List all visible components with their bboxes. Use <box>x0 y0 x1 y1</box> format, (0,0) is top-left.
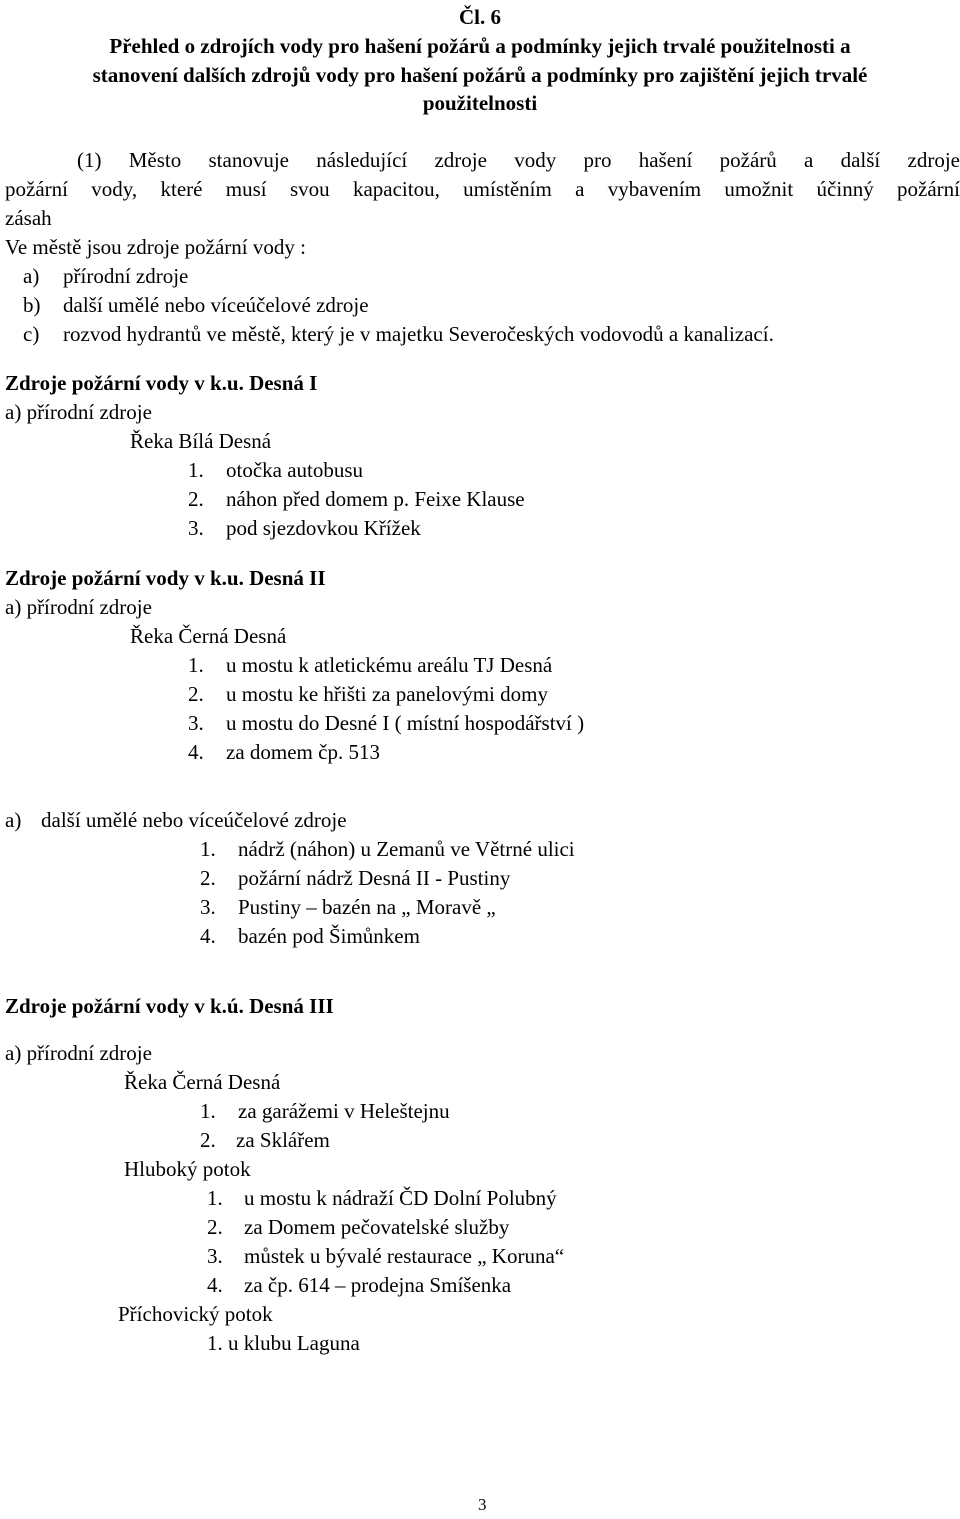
desna3-river2-text: můstek u bývalé restaurace „ Koruna“ <box>244 1244 565 1268</box>
desna2-artificial-label: další umělé nebo víceúčelové zdroje <box>41 808 347 832</box>
desna3-river2-num: 3. <box>207 1244 223 1268</box>
desna1-item-num: 2. <box>188 487 204 511</box>
desna3-natural-label: a) přírodní zdroje <box>5 1041 152 1065</box>
desna3-river2-text: u mostu k nádraží ČD Dolní Polubný <box>244 1186 557 1210</box>
desna2-item-num: 3. <box>188 711 204 735</box>
desna2-item-text: u mostu do Desné I ( místní hospodářství ) <box>226 711 585 735</box>
desna2-artificial-num: 1. <box>200 837 216 861</box>
title-line-3: použitelnosti <box>422 91 538 115</box>
source-text-b: další umělé nebo víceúčelové zdroje <box>63 293 369 317</box>
source-marker-c: c) <box>23 322 40 346</box>
desna3-heading: Zdroje požární vody v k.ú. Desná III <box>5 994 334 1018</box>
title-line-1: Přehled o zdrojích vody pro hašení požárů a podmínky jejich trvalé použitelnosti a <box>109 34 851 58</box>
desna3-river-1: Řeka Černá Desná <box>124 1070 281 1094</box>
desna3-river3-item: 1. u klubu Laguna <box>207 1331 360 1355</box>
source-marker-b: b) <box>23 293 41 317</box>
desna2-item-text: za domem čp. 513 <box>226 740 380 764</box>
desna2-item-num: 1. <box>188 653 204 677</box>
intro-line-2: požární vody, které musí svou kapacitou, umístěním a vybavením umožnit účinný požární <box>5 177 960 201</box>
desna2-artificial-text: požární nádrž Desná II - Pustiny <box>238 866 511 890</box>
source-marker-a: a) <box>23 264 40 288</box>
desna1-item-text: náhon před domem p. Feixe Klause <box>226 487 525 511</box>
sources-label: Ve městě jsou zdroje požární vody : <box>5 235 306 259</box>
article-number: Čl. 6 <box>459 5 501 29</box>
desna2-item-text: u mostu k atletickému areálu TJ Desná <box>226 653 553 677</box>
desna2-item-text: u mostu ke hřišti za panelovými domy <box>226 682 548 706</box>
intro-line-3: zásah <box>5 206 52 230</box>
desna3-river1-text: za Sklářem <box>236 1128 330 1152</box>
desna2-artificial-num: 3. <box>200 895 216 919</box>
title-line-2: stanovení dalších zdrojů vody pro hašení požárů a podmínky pro zajištění jejich trvalé <box>92 63 868 87</box>
source-text-a: přírodní zdroje <box>63 264 189 288</box>
desna3-river1-num: 2. <box>200 1128 216 1152</box>
desna3-river1-text: za garážemi v Heleštejnu <box>238 1099 450 1123</box>
desna2-artificial-num: 2. <box>200 866 216 890</box>
desna1-river: Řeka Bílá Desná <box>130 429 272 453</box>
desna3-river2-text: za čp. 614 – prodejna Smíšenka <box>244 1273 512 1297</box>
page-number: 3 <box>478 1495 487 1514</box>
desna3-river2-num: 2. <box>207 1215 223 1239</box>
desna3-river-3: Příchovický potok <box>118 1302 273 1326</box>
desna1-item-text: otočka autobusu <box>226 458 364 482</box>
desna1-natural-label: a) přírodní zdroje <box>5 400 152 424</box>
desna3-river2-text: za Domem pečovatelské služby <box>244 1215 510 1239</box>
desna2-item-num: 2. <box>188 682 204 706</box>
desna2-artificial-num: 4. <box>200 924 216 948</box>
desna2-artificial-text: Pustiny – bazén na „ Moravě „ <box>238 895 496 919</box>
desna1-heading: Zdroje požární vody v k.u. Desná I <box>5 371 318 395</box>
desna2-natural-label: a) přírodní zdroje <box>5 595 152 619</box>
desna1-item-num: 3. <box>188 516 204 540</box>
desna2-artificial-text: nádrž (náhon) u Zemanů ve Větrné ulici <box>238 837 575 861</box>
desna3-river1-num: 1. <box>200 1099 216 1123</box>
intro-line-1: (1) Město stanovuje následující zdroje vody pro hašení požárů a další zdroje <box>77 148 960 172</box>
desna1-item-num: 1. <box>188 458 204 482</box>
desna3-river-2: Hluboký potok <box>124 1157 251 1181</box>
desna2-heading: Zdroje požární vody v k.u. Desná II <box>5 566 326 590</box>
desna3-river2-num: 1. <box>207 1186 223 1210</box>
desna2-artificial-marker: a) <box>5 808 22 832</box>
desna2-artificial-text: bazén pod Šimůnkem <box>238 924 420 948</box>
desna2-item-num: 4. <box>188 740 204 764</box>
desna2-river: Řeka Černá Desná <box>130 624 287 648</box>
desna3-river2-num: 4. <box>207 1273 223 1297</box>
source-text-c: rozvod hydrantů ve městě, který je v majetku Severočeských vodovodů a kanalizací. <box>63 322 774 346</box>
desna1-item-text: pod sjezdovkou Křížek <box>226 516 421 540</box>
